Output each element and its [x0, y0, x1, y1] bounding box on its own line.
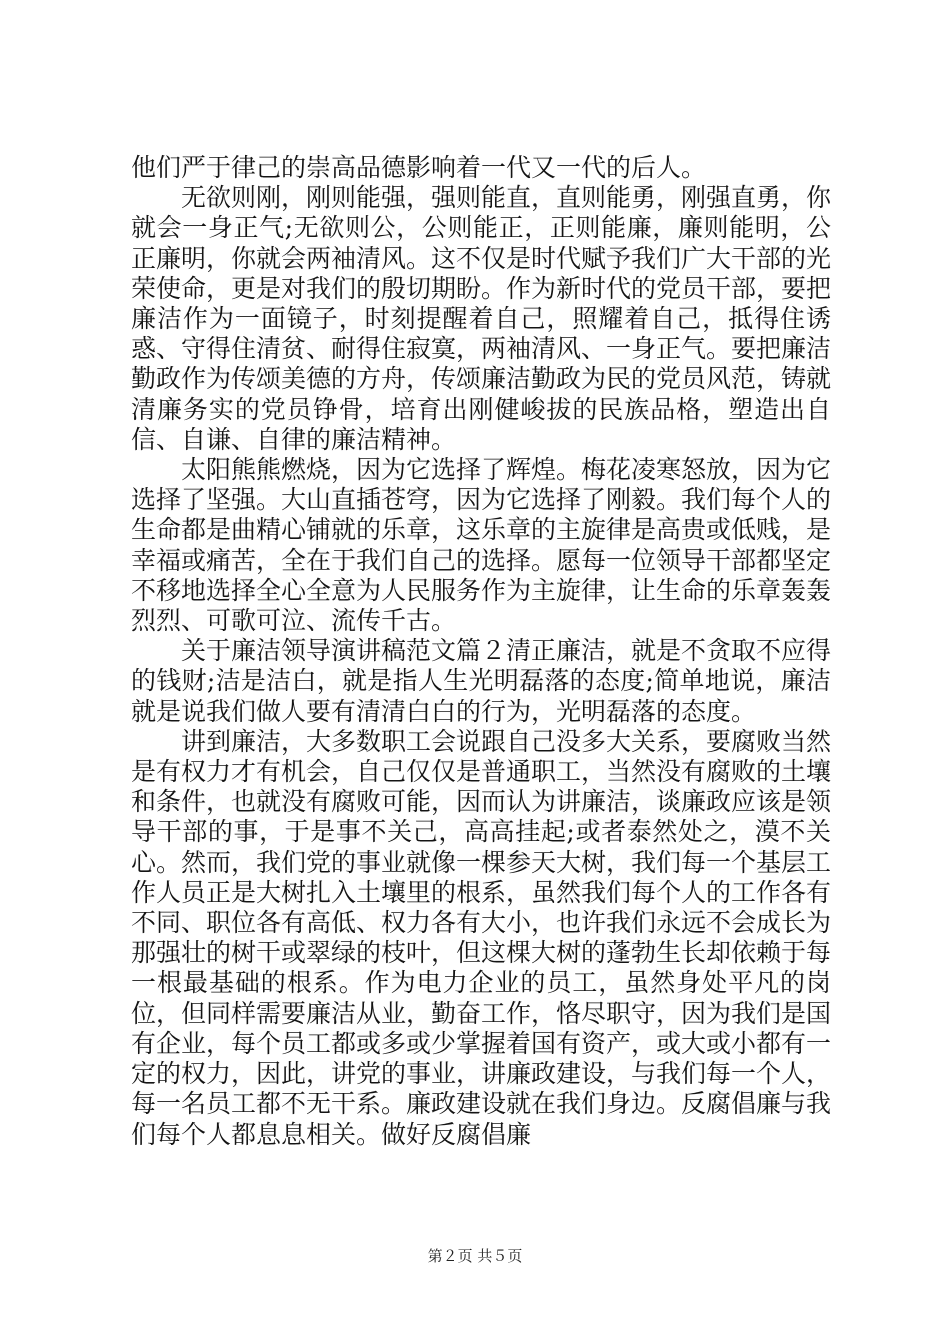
paragraph: 无欲则刚，刚则能强，强则能直，直则能勇，刚强直勇，你就会一身正气;无欲则公，公则能正，正则能廉，廉则能明，公正廉明，你就会两袖清风。这不仅是时代赋予我们广大干部的光荣使命，更是对我们的殷切期盼。作为新时代的党员干部，要把廉洁作为一面镜子，时刻提醒着自己，照耀着自己，抵得住诱惑、守得住清贫、耐得住寂寞，两袖清风、一身正气。要把廉洁勤政作为传颂美德的方舟，传颂廉洁勤政为民的党员风范，铸就清廉务实的党员铮骨，培育出刚健峻拔的民族品格，塑造出自信、自谦、自律的廉洁精神。 [131, 183, 832, 454]
paragraph: 太阳熊熊燃烧，因为它选择了辉煌。梅花凌寒怒放，因为它选择了坚强。大山直插苍穹，因为它选择了刚毅。我们每个人的生命都是曲精心铺就的乐章，这乐章的主旋律是高贵或低贱，是幸福或痛苦，全在于我们自己的选择。愿每一位领导干部都坚定不移地选择全心全意为人民服务作为主旋律，让生命的乐章轰轰烈烈、可歌可泣、流传千古。 [131, 455, 832, 636]
page-footer [0, 1245, 950, 1266]
document-body [131, 153, 831, 1150]
paragraph: 讲到廉洁，大多数职工会说跟自己没多大关系，要腐败当然是有权力才有机会，自己仅仅是普通职工，当然没有腐败的土壤和条件，也就没有腐败可能，因而认为讲廉洁，谈廉政应该是领导干部的事，于是事不关己，高高挂起;或者泰然处之，漠不关心。然而，我们党的事业就像一棵参天大树，我们每一个基层工作人员正是大树扎入土壤里的根系，虽然我们每个人的工作各有不同、职位各有高低、权力各有大小，也许我们永远不会成长为那强壮的树干或翠绿的枝叶，但这棵大树的蓬勃生长却依赖于每一根最基础的根系。作为电力企业的员工，虽然身处平凡的岗位，但同样需要廉洁从业，勤奋工作，恪尽职守，因为我们是国有企业，每个员工都或多或少掌握着国有资产，或大或小都有一定的权力，因此，讲党的事业，讲廉政建设，与我们每一个人，每一名员工都不无干系。廉政建设就在我们身边。反腐倡廉与我们每个人都息息相关。做好反腐倡廉 [131, 726, 832, 1149]
page-number: 第２页 共５页 [427, 1247, 523, 1265]
paragraph: 关于廉洁领导演讲稿范文篇２清正廉洁，就是不贪取不应得的钱财;洁是洁白，就是指人生光明磊落的态度;简单地说，廉洁就是说我们做人要有清清白白的行为，光明磊落的态度。 [131, 636, 832, 726]
paragraph-continuation: 他们严于律己的崇高品德影响着一代又一代的后人。 [131, 153, 707, 182]
